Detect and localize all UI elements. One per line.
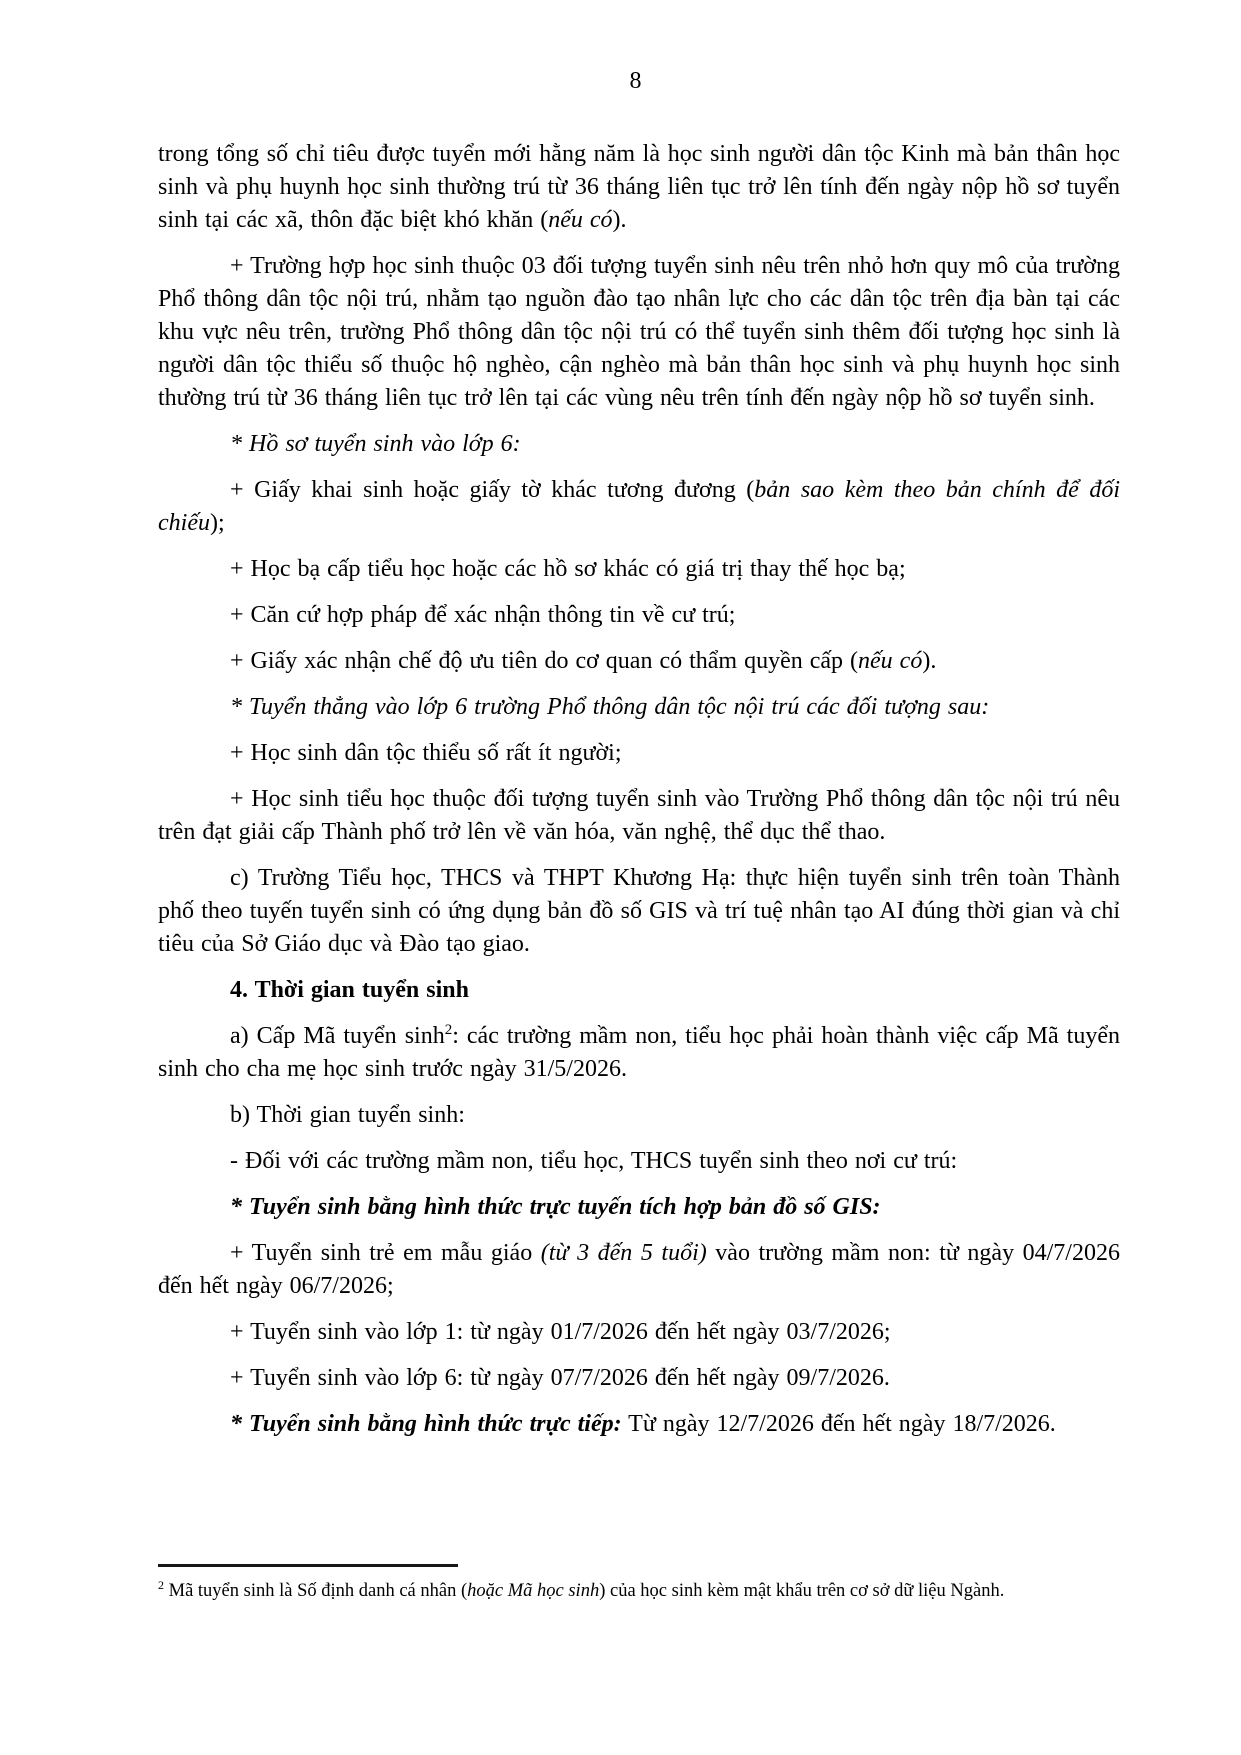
list-item-giay-xac-nhan [158,645,1120,678]
text-run: + Học sinh tiểu học thuộc đối tượng tuyển sinh vào Trường Phổ thông dân tộc nội trú nêu trên đạt giải cấp Thành phố trở lên về văn hóa, văn nghệ, thể dục thể thao. [158,786,1120,845]
text-run: Mã tuyển sinh là Số định danh cá nhân ( [164,1581,468,1601]
paragraph-thoi-gian-tuyen-sinh-b [158,1099,1120,1132]
italic-run: bản sao kèm theo bản chính để đối chiếu [158,477,1121,536]
list-item-lop-6 [158,1362,1120,1395]
list-item-mau-giao [158,1237,1120,1303]
subheading-ho-so-tuyen-sinh-lop-6 [158,428,1120,461]
text-run: b) Thời gian tuyển sinh: [230,1102,465,1128]
paragraph-cap-ma-tuyen-sinh [158,1020,1120,1086]
italic-run: nếu có [858,648,923,674]
text-run: c) Trường Tiểu học, THCS và THPT Khương Hạ: thực hiện tuyển sinh trên toàn Thành phố theo tuyến tuyển sinh có ứng dụng bản đồ số GIS và trí tuệ nhân tạo AI đúng thời gian và chỉ tiêu của Sở Giáo dục và Đào tạo giao. [158,865,1120,957]
footnote-separator [158,1564,458,1567]
paragraph-truong-hop [158,250,1120,415]
text-run: a) Cấp Mã tuyển sinh [230,1023,445,1049]
page-number: 8 [629,68,642,94]
text-run: + Trường hợp học sinh thuộc 03 đối tượng tuyển sinh nêu trên nhỏ hơn quy mô của trường Phổ thông dân tộc nội trú, nhằm tạo nguồn đào tạo nhân lực cho các dân tộc trên địa bàn tại các khu vực nêu trên, trường Phổ thông dân tộc nội trú có thể tuyển sinh thêm đối tượng học sinh là người dân tộc thiểu số thuộc hộ nghèo, cận nghèo mà bản thân học sinh và phụ huynh học sinh thường trú từ 36 tháng liên tục trở lên tại các vùng nêu trên tính đến ngày nộp hồ sơ tuyển sinh. [158,253,1120,411]
text-run: ). [922,648,937,674]
section-heading-thoi-gian-tuyen-sinh [158,974,1120,1007]
italic-run: hoặc Mã học sinh [467,1581,600,1601]
list-item-giay-khai-sinh [158,474,1120,540]
paragraph-doi-voi-cac-truong [158,1145,1120,1178]
text-run: + Học sinh dân tộc thiểu số rất ít người; [230,740,622,766]
text-run: Từ ngày 12/7/2026 đến hết ngày 18/7/2026. [621,1411,1056,1437]
text-run: + Học bạ cấp tiểu học hoặc các hồ sơ khác có giá trị thay thế học bạ; [230,556,906,582]
text-run: + Tuyển sinh vào lớp 1: từ ngày 01/7/2026 đến hết ngày 03/7/2026; [230,1319,891,1345]
text-run: - Đối với các trường mầm non, tiểu học, THCS tuyển sinh theo nơi cư trú: [230,1148,958,1174]
bold-italic-run: * Tuyển sinh bằng hình thức trực tuyến tích hợp bản đồ số GIS: [230,1194,881,1220]
footnote-area [158,1564,1120,1606]
text-run: vào trường mầm non: từ ngày 04/7/2026 đến hết ngày 06/7/2026; [158,1240,1120,1299]
bold-italic-run: * Tuyển sinh bằng hình thức trực tiếp: [230,1411,622,1437]
text-run: ); [209,510,225,536]
footnote-marker: 2 [158,1578,164,1592]
italic-run: (từ 3 đến 5 tuổi) [540,1240,707,1266]
list-item-hoc-sinh-dan-toc [158,737,1120,770]
footnote-text [158,1576,1120,1606]
subheading-tuyen-thang-lop-6 [158,691,1120,724]
list-item-can-cu-hop-phap [158,599,1120,632]
paragraph-truong-khuong-ha [158,862,1120,961]
text-run: + Tuyển sinh trẻ em mẫu giáo [230,1240,541,1266]
text-run: + Giấy khai sinh hoặc giấy tờ khác tương đương ( [230,477,755,503]
subheading-truc-tuyen-gis [158,1191,1120,1224]
text-run: : các trường mầm non, tiểu học phải hoàn thành việc cấp Mã tuyển sinh cho cha mẹ học sinh trước ngày 31/5/2026. [158,1023,1121,1082]
italic-run: * Hồ sơ tuyển sinh vào lớp 6: [230,431,521,457]
italic-run: nếu có [548,207,613,233]
list-item-hoc-ba [158,553,1120,586]
italic-run: * Tuyển thẳng vào lớp 6 trường Phổ thông dân tộc nội trú các đối tượng sau: [230,694,990,720]
text-run: + Căn cứ hợp pháp để xác nhận thông tin về cư trú; [230,602,736,628]
footnote-reference: 2 [444,1022,453,1038]
bold-run: 4. Thời gian tuyển sinh [230,977,469,1003]
list-item-hoc-sinh-tieu-hoc [158,783,1120,849]
paragraph-carryover [158,138,1120,237]
text-run: + Giấy xác nhận chế độ ưu tiên do cơ quan có thẩm quyền cấp ( [230,648,859,674]
document-body [158,138,1120,1454]
text-run: ). [612,207,627,233]
text-run: + Tuyển sinh vào lớp 6: từ ngày 07/7/2026 đến hết ngày 09/7/2026. [230,1365,890,1391]
subheading-truc-tiep [158,1408,1120,1441]
list-item-lop-1 [158,1316,1120,1349]
text-run: ) của học sinh kèm mật khẩu trên cơ sở dữ liệu Ngành. [599,1581,1005,1601]
text-run: trong tổng số chỉ tiêu được tuyển mới hằng năm là học sinh người dân tộc Kinh mà bản thân học sinh và phụ huynh học sinh thường trú từ 36 tháng liên tục trở lên tính đến ngày nộp hồ sơ tuyển sinh tại các xã, thôn đặc biệt khó khăn ( [158,141,1120,233]
